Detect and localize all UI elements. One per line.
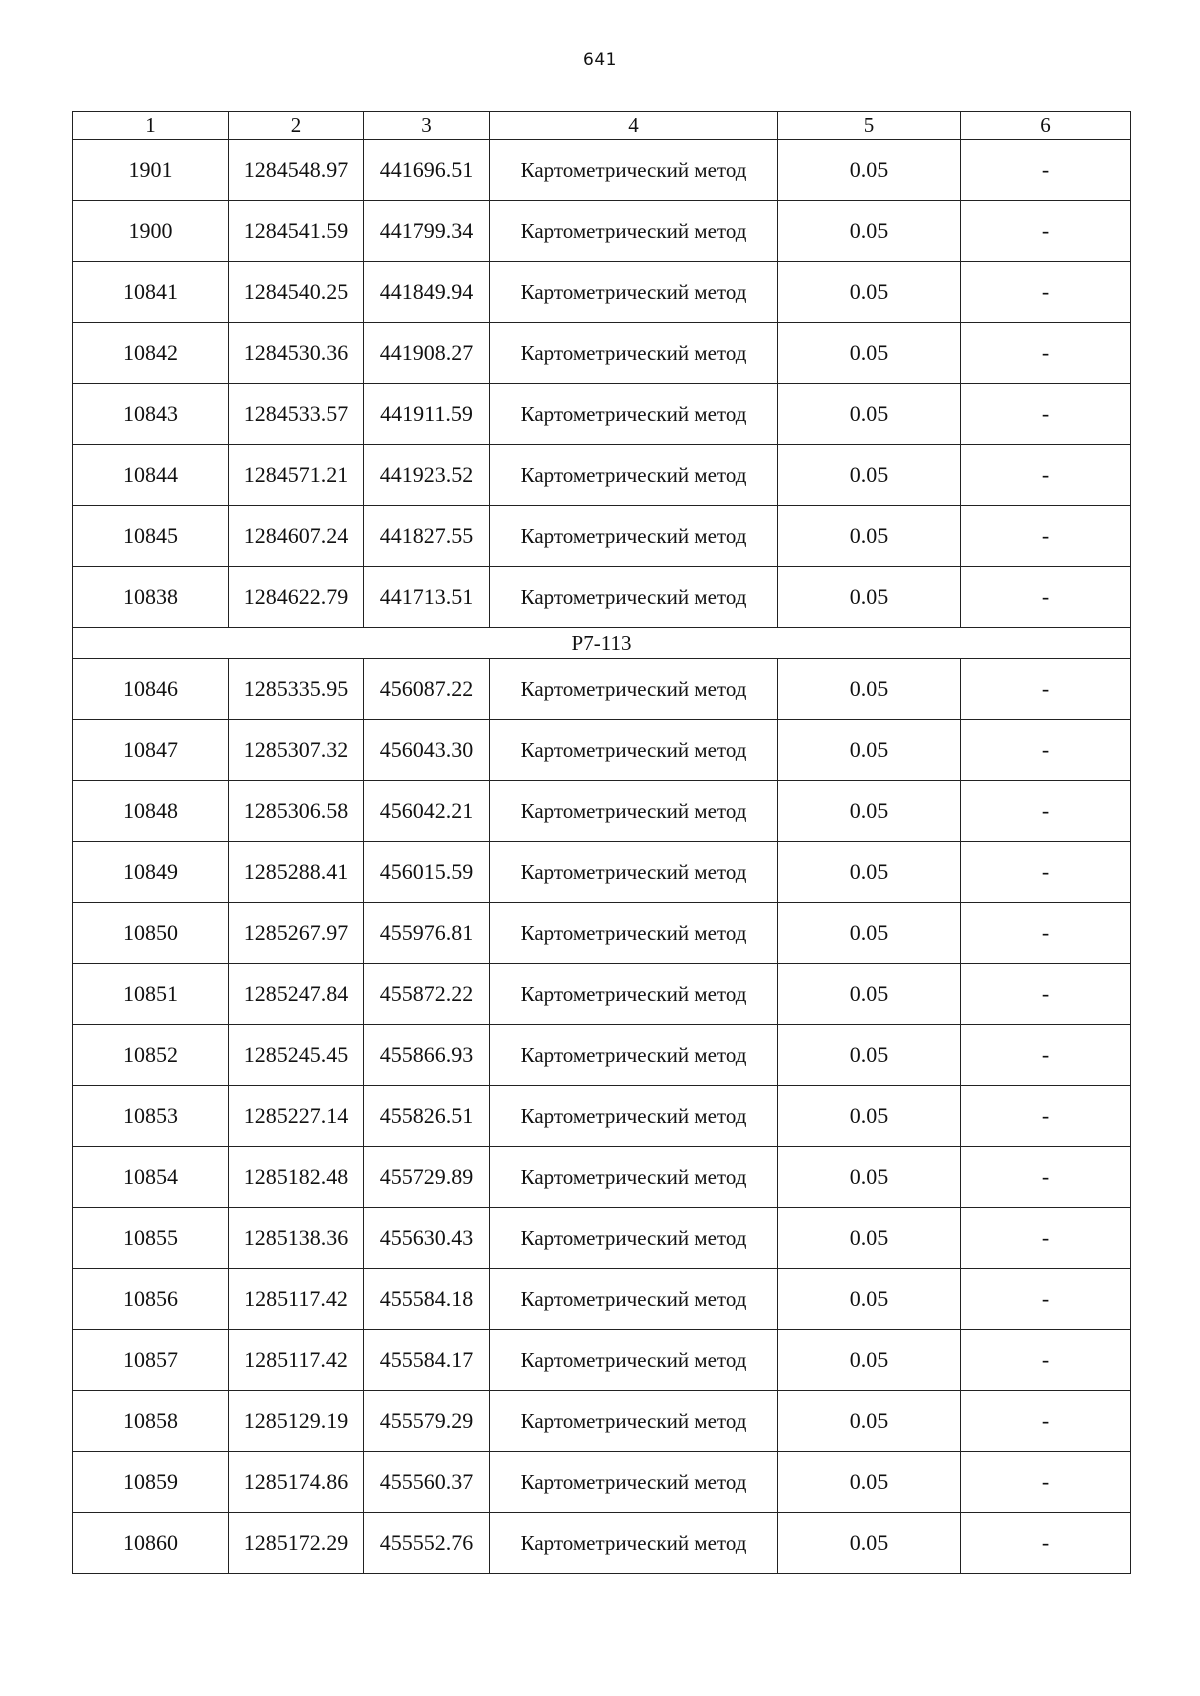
table-row	[73, 1269, 1131, 1330]
section-header-row	[73, 628, 1131, 659]
y-coordinate-cell: 455560.37	[364, 1452, 490, 1513]
x-coordinate-cell: 1285288.41	[229, 842, 364, 903]
table-header-row	[73, 112, 1131, 140]
accuracy-cell: 0.05	[778, 567, 961, 628]
y-coordinate-cell: 441799.34	[364, 201, 490, 262]
y-coordinate-cell: 455584.18	[364, 1269, 490, 1330]
point-number-cell: 10857	[73, 1330, 229, 1391]
table-row	[73, 384, 1131, 445]
note-cell: -	[961, 903, 1131, 964]
y-coordinate-cell: 455584.17	[364, 1330, 490, 1391]
header-col-5: 5	[778, 112, 961, 140]
y-coordinate-cell: 441908.27	[364, 323, 490, 384]
x-coordinate-cell: 1285117.42	[229, 1269, 364, 1330]
table-row	[73, 1086, 1131, 1147]
y-coordinate-cell: 455866.93	[364, 1025, 490, 1086]
point-number-cell: 10842	[73, 323, 229, 384]
table-row	[73, 140, 1131, 201]
point-number-cell: 10843	[73, 384, 229, 445]
x-coordinate-cell: 1285227.14	[229, 1086, 364, 1147]
section-title: Р7-113	[73, 628, 1131, 659]
accuracy-cell: 0.05	[778, 140, 961, 201]
x-coordinate-cell: 1285307.32	[229, 720, 364, 781]
header-col-6: 6	[961, 112, 1131, 140]
point-number-cell: 10855	[73, 1208, 229, 1269]
table-row	[73, 567, 1131, 628]
y-coordinate-cell: 441923.52	[364, 445, 490, 506]
note-cell: -	[961, 1147, 1131, 1208]
accuracy-cell: 0.05	[778, 262, 961, 323]
accuracy-cell: 0.05	[778, 323, 961, 384]
header-col-4: 4	[490, 112, 778, 140]
note-cell: -	[961, 964, 1131, 1025]
note-cell: -	[961, 1513, 1131, 1574]
accuracy-cell: 0.05	[778, 1330, 961, 1391]
y-coordinate-cell: 441827.55	[364, 506, 490, 567]
point-number-cell: 10846	[73, 659, 229, 720]
accuracy-cell: 0.05	[778, 1025, 961, 1086]
y-coordinate-cell: 456087.22	[364, 659, 490, 720]
accuracy-cell: 0.05	[778, 720, 961, 781]
note-cell: -	[961, 384, 1131, 445]
x-coordinate-cell: 1285245.45	[229, 1025, 364, 1086]
accuracy-cell: 0.05	[778, 842, 961, 903]
method-cell: Картометрический метод	[490, 781, 778, 842]
y-coordinate-cell: 441696.51	[364, 140, 490, 201]
y-coordinate-cell: 455976.81	[364, 903, 490, 964]
y-coordinate-cell: 441849.94	[364, 262, 490, 323]
table-row	[73, 842, 1131, 903]
page-number: 641	[583, 50, 617, 70]
method-cell: Картометрический метод	[490, 140, 778, 201]
method-cell: Картометрический метод	[490, 903, 778, 964]
note-cell: -	[961, 781, 1131, 842]
method-cell: Картометрический метод	[490, 384, 778, 445]
accuracy-cell: 0.05	[778, 445, 961, 506]
y-coordinate-cell: 456042.21	[364, 781, 490, 842]
point-number-cell: 10852	[73, 1025, 229, 1086]
point-number-cell: 10850	[73, 903, 229, 964]
note-cell: -	[961, 323, 1131, 384]
table-row	[73, 1025, 1131, 1086]
method-cell: Картометрический метод	[490, 1147, 778, 1208]
y-coordinate-cell: 455872.22	[364, 964, 490, 1025]
table-row	[73, 781, 1131, 842]
point-number-cell: 10841	[73, 262, 229, 323]
x-coordinate-cell: 1284533.57	[229, 384, 364, 445]
method-cell: Картометрический метод	[490, 506, 778, 567]
y-coordinate-cell: 441713.51	[364, 567, 490, 628]
point-number-cell: 10856	[73, 1269, 229, 1330]
accuracy-cell: 0.05	[778, 1391, 961, 1452]
table-row	[73, 1330, 1131, 1391]
table-row	[73, 506, 1131, 567]
method-cell: Картометрический метод	[490, 1025, 778, 1086]
point-number-cell: 10849	[73, 842, 229, 903]
table-row	[73, 201, 1131, 262]
method-cell: Картометрический метод	[490, 1208, 778, 1269]
x-coordinate-cell: 1284540.25	[229, 262, 364, 323]
table-row	[73, 659, 1131, 720]
accuracy-cell: 0.05	[778, 964, 961, 1025]
note-cell: -	[961, 1208, 1131, 1269]
y-coordinate-cell: 455630.43	[364, 1208, 490, 1269]
x-coordinate-cell: 1284622.79	[229, 567, 364, 628]
point-number-cell: 10851	[73, 964, 229, 1025]
x-coordinate-cell: 1285335.95	[229, 659, 364, 720]
note-cell: -	[961, 1330, 1131, 1391]
x-coordinate-cell: 1285267.97	[229, 903, 364, 964]
point-number-cell: 1900	[73, 201, 229, 262]
table-row	[73, 1391, 1131, 1452]
x-coordinate-cell: 1285306.58	[229, 781, 364, 842]
method-cell: Картометрический метод	[490, 323, 778, 384]
accuracy-cell: 0.05	[778, 781, 961, 842]
note-cell: -	[961, 1452, 1131, 1513]
x-coordinate-cell: 1285138.36	[229, 1208, 364, 1269]
table-row	[73, 1147, 1131, 1208]
note-cell: -	[961, 659, 1131, 720]
method-cell: Картометрический метод	[490, 1086, 778, 1147]
method-cell: Картометрический метод	[490, 201, 778, 262]
note-cell: -	[961, 1086, 1131, 1147]
point-number-cell: 10854	[73, 1147, 229, 1208]
method-cell: Картометрический метод	[490, 445, 778, 506]
method-cell: Картометрический метод	[490, 1452, 778, 1513]
accuracy-cell: 0.05	[778, 201, 961, 262]
accuracy-cell: 0.05	[778, 1452, 961, 1513]
method-cell: Картометрический метод	[490, 1391, 778, 1452]
y-coordinate-cell: 456043.30	[364, 720, 490, 781]
x-coordinate-cell: 1284607.24	[229, 506, 364, 567]
method-cell: Картометрический метод	[490, 567, 778, 628]
point-number-cell: 10853	[73, 1086, 229, 1147]
point-number-cell: 1901	[73, 140, 229, 201]
method-cell: Картометрический метод	[490, 1269, 778, 1330]
point-number-cell: 10838	[73, 567, 229, 628]
point-number-cell: 10858	[73, 1391, 229, 1452]
note-cell: -	[961, 842, 1131, 903]
note-cell: -	[961, 140, 1131, 201]
y-coordinate-cell: 455729.89	[364, 1147, 490, 1208]
y-coordinate-cell: 441911.59	[364, 384, 490, 445]
accuracy-cell: 0.05	[778, 384, 961, 445]
method-cell: Картометрический метод	[490, 262, 778, 323]
method-cell: Картометрический метод	[490, 964, 778, 1025]
y-coordinate-cell: 455552.76	[364, 1513, 490, 1574]
accuracy-cell: 0.05	[778, 1086, 961, 1147]
note-cell: -	[961, 262, 1131, 323]
x-coordinate-cell: 1284571.21	[229, 445, 364, 506]
method-cell: Картометрический метод	[490, 1513, 778, 1574]
x-coordinate-cell: 1285174.86	[229, 1452, 364, 1513]
x-coordinate-cell: 1285247.84	[229, 964, 364, 1025]
point-number-cell: 10847	[73, 720, 229, 781]
y-coordinate-cell: 456015.59	[364, 842, 490, 903]
point-number-cell: 10860	[73, 1513, 229, 1574]
table-row	[73, 1513, 1131, 1574]
note-cell: -	[961, 201, 1131, 262]
y-coordinate-cell: 455826.51	[364, 1086, 490, 1147]
y-coordinate-cell: 455579.29	[364, 1391, 490, 1452]
note-cell: -	[961, 506, 1131, 567]
table-row	[73, 964, 1131, 1025]
table-row	[73, 1208, 1131, 1269]
table-row	[73, 323, 1131, 384]
x-coordinate-cell: 1284548.97	[229, 140, 364, 201]
x-coordinate-cell: 1284541.59	[229, 201, 364, 262]
table-body	[73, 140, 1131, 1574]
point-number-cell: 10845	[73, 506, 229, 567]
x-coordinate-cell: 1285117.42	[229, 1330, 364, 1391]
table-row	[73, 445, 1131, 506]
table-row	[73, 903, 1131, 964]
accuracy-cell: 0.05	[778, 1147, 961, 1208]
note-cell: -	[961, 1025, 1131, 1086]
accuracy-cell: 0.05	[778, 506, 961, 567]
point-number-cell: 10859	[73, 1452, 229, 1513]
accuracy-cell: 0.05	[778, 1269, 961, 1330]
note-cell: -	[961, 720, 1131, 781]
header-col-1: 1	[73, 112, 229, 140]
method-cell: Картометрический метод	[490, 1330, 778, 1391]
point-number-cell: 10848	[73, 781, 229, 842]
table-row	[73, 262, 1131, 323]
note-cell: -	[961, 1391, 1131, 1452]
table-row	[73, 1452, 1131, 1513]
header-col-2: 2	[229, 112, 364, 140]
note-cell: -	[961, 1269, 1131, 1330]
method-cell: Картометрический метод	[490, 659, 778, 720]
accuracy-cell: 0.05	[778, 1513, 961, 1574]
x-coordinate-cell: 1285182.48	[229, 1147, 364, 1208]
coordinates-table	[72, 111, 1131, 1574]
method-cell: Картометрический метод	[490, 720, 778, 781]
point-number-cell: 10844	[73, 445, 229, 506]
x-coordinate-cell: 1284530.36	[229, 323, 364, 384]
method-cell: Картометрический метод	[490, 842, 778, 903]
accuracy-cell: 0.05	[778, 903, 961, 964]
x-coordinate-cell: 1285129.19	[229, 1391, 364, 1452]
accuracy-cell: 0.05	[778, 659, 961, 720]
x-coordinate-cell: 1285172.29	[229, 1513, 364, 1574]
note-cell: -	[961, 445, 1131, 506]
table-row	[73, 720, 1131, 781]
accuracy-cell: 0.05	[778, 1208, 961, 1269]
note-cell: -	[961, 567, 1131, 628]
header-col-3: 3	[364, 112, 490, 140]
